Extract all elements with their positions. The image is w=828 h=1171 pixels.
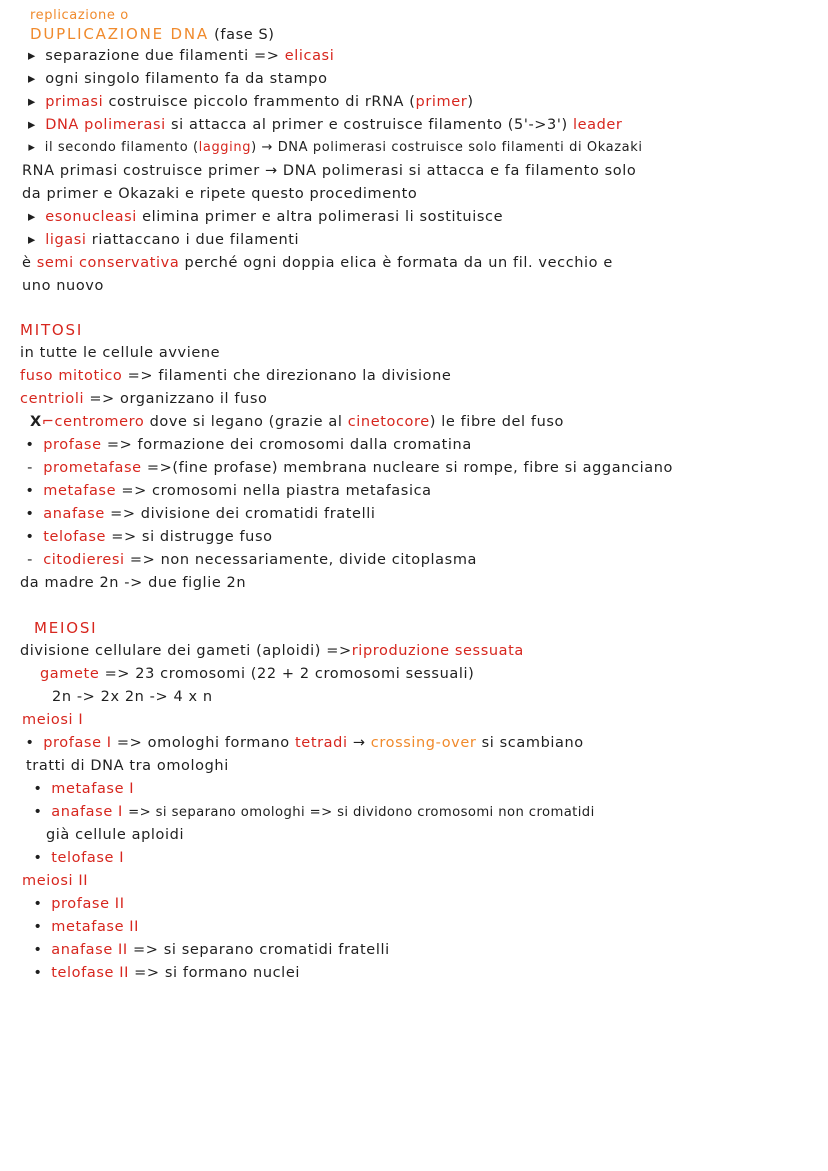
dna-title-line bbox=[30, 24, 275, 45]
text: => organizzano il fuso bbox=[89, 391, 268, 407]
meiosi-line-3: 2n -> 2x 2n -> 4 x n bbox=[52, 689, 213, 705]
text: è bbox=[22, 255, 32, 271]
dna-line-5 bbox=[24, 138, 643, 158]
dna-line-2 bbox=[24, 69, 328, 89]
meiosi-2-line-1 bbox=[30, 894, 125, 914]
mitosi-line-11: da madre 2n -> due figlie 2n bbox=[20, 575, 247, 591]
dna-line-7: da primer e Okazaki e ripete questo procedimento bbox=[22, 186, 418, 202]
text: ) → DNA polimerasi costruisce solo filamenti di Okazaki bbox=[251, 140, 643, 155]
keyword: primer bbox=[415, 94, 468, 110]
dna-line-11: uno nuovo bbox=[22, 278, 104, 294]
dot-bullet-icon: • bbox=[25, 506, 35, 522]
mitosi-line-2 bbox=[20, 366, 451, 386]
chromosome-x-icon: X bbox=[30, 414, 42, 430]
text: => formazione dei cromosomi dalla cromatina bbox=[106, 437, 472, 453]
text: => si separano cromatidi fratelli bbox=[133, 942, 390, 958]
text: elimina primer e altra polimerasi li sostituisce bbox=[142, 209, 504, 225]
dna-line-10 bbox=[22, 253, 613, 273]
text: divisione cellulare dei gameti (aploidi) => bbox=[20, 643, 352, 659]
triangle-bullet-icon: ▸ bbox=[28, 209, 36, 225]
text: =>(fine profase) membrana nucleare si rompe, fibre si agganciano bbox=[146, 460, 673, 476]
text: => cromosomi nella piastra metafasica bbox=[121, 483, 432, 499]
triangle-bullet-icon: ▸ bbox=[28, 94, 36, 110]
triangle-bullet-icon: ▸ bbox=[28, 71, 36, 87]
triangle-bullet-icon: ▸ bbox=[28, 232, 36, 248]
mitosi-line-1: in tutte le cellule avviene bbox=[20, 345, 221, 361]
keyword: ligasi bbox=[45, 232, 87, 248]
keyword: leader bbox=[572, 117, 623, 133]
meiosi-1-title: meiosi I bbox=[22, 712, 84, 728]
triangle-bullet-icon: ▸ bbox=[28, 117, 36, 133]
keyword: prometafase bbox=[43, 460, 142, 476]
keyword: profase bbox=[43, 437, 102, 453]
dna-pre-title: replicazione o bbox=[30, 8, 129, 23]
dna-title-suffix: (fase S) bbox=[214, 27, 275, 43]
keyword: elicasi bbox=[284, 48, 335, 64]
mitosi-line-3 bbox=[20, 389, 267, 409]
dot-bullet-icon: • bbox=[33, 781, 43, 797]
text: => filamenti che direzionano la divisione bbox=[127, 368, 452, 384]
meiosi-1-line-4 bbox=[30, 802, 595, 823]
dot-bullet-icon: • bbox=[33, 942, 43, 958]
text: => 23 cromosomi (22 + 2 cromosomi sessuali) bbox=[104, 666, 475, 682]
dot-bullet-icon: • bbox=[33, 919, 43, 935]
keyword: DNA polimerasi bbox=[45, 117, 166, 133]
meiosi-1-line-3 bbox=[30, 779, 134, 799]
dna-line-9 bbox=[24, 230, 299, 250]
hook-arrow-icon: ⌐ bbox=[41, 414, 55, 430]
keyword: metafase II bbox=[51, 919, 140, 935]
dot-bullet-icon: • bbox=[33, 804, 43, 820]
dash-bullet-icon: - bbox=[27, 552, 33, 568]
text: ogni singolo filamento fa da stampo bbox=[45, 71, 328, 87]
dot-bullet-icon: • bbox=[33, 896, 43, 912]
keyword: telofase bbox=[43, 529, 106, 545]
text: separazione due filamenti => bbox=[45, 48, 280, 64]
dna-line-8 bbox=[24, 207, 503, 227]
text: ) bbox=[467, 94, 474, 110]
dot-bullet-icon: • bbox=[25, 735, 35, 751]
keyword: centrioli bbox=[20, 391, 85, 407]
dot-bullet-icon: • bbox=[33, 965, 43, 981]
meiosi-1-line-5: già cellule aploidi bbox=[46, 827, 185, 843]
dot-bullet-icon: • bbox=[25, 437, 35, 453]
mitosi-line-10 bbox=[22, 550, 477, 570]
keyword: telofase II bbox=[51, 965, 129, 981]
keyword: citodieresi bbox=[43, 552, 125, 568]
text: => si formano nuclei bbox=[134, 965, 300, 981]
dna-line-6: RNA primasi costruisce primer → DNA polimerasi si attacca e fa filamento solo bbox=[22, 163, 637, 179]
meiosi-1-line-6 bbox=[30, 848, 124, 868]
text: costruisce piccolo frammento di rRNA ( bbox=[108, 94, 416, 110]
keyword: profase I bbox=[43, 735, 112, 751]
keyword: centromero bbox=[54, 414, 145, 430]
keyword: anafase I bbox=[51, 804, 123, 820]
triangle-bullet-icon: ▸ bbox=[28, 48, 36, 64]
text: => omologhi formano bbox=[116, 735, 290, 751]
keyword: gamete bbox=[40, 666, 100, 682]
keyword: anafase II bbox=[51, 942, 128, 958]
mitosi-line-6 bbox=[22, 458, 673, 478]
meiosi-2-line-2 bbox=[30, 917, 139, 937]
text: ) le fibre del fuso bbox=[429, 414, 564, 430]
dna-line-3 bbox=[24, 92, 474, 112]
dna-line-4 bbox=[24, 115, 622, 135]
text: => si distrugge fuso bbox=[111, 529, 273, 545]
meiosi-line-2 bbox=[40, 664, 474, 684]
meiosi-line-1 bbox=[20, 641, 524, 661]
text: => si separano omologhi => si dividono cromosomi non cromatidi bbox=[128, 805, 595, 820]
meiosi-title: MEIOSI bbox=[34, 619, 98, 637]
meiosi-2-line-4 bbox=[30, 963, 300, 983]
dna-line-1 bbox=[24, 46, 334, 66]
keyword: primasi bbox=[45, 94, 104, 110]
dot-bullet-icon: • bbox=[25, 529, 35, 545]
text: perché ogni doppia elica è formata da un fil. vecchio e bbox=[184, 255, 613, 271]
text: si scambiano bbox=[481, 735, 584, 751]
meiosi-2-line-3 bbox=[30, 940, 390, 960]
keyword: semi conservativa bbox=[36, 255, 180, 271]
keyword: fuso mitotico bbox=[20, 368, 123, 384]
keyword: lagging bbox=[198, 140, 252, 155]
mitosi-line-8 bbox=[22, 504, 375, 524]
dna-title: DUPLICAZIONE DNA bbox=[30, 25, 209, 43]
keyword: metafase I bbox=[51, 781, 135, 797]
mitosi-title: MITOSI bbox=[20, 321, 84, 339]
mitosi-line-5 bbox=[22, 435, 472, 455]
text: => non necessariamente, divide citoplasma bbox=[129, 552, 478, 568]
text: il secondo filamento ( bbox=[44, 140, 199, 155]
keyword: profase II bbox=[51, 896, 125, 912]
meiosi-1-line-2: tratti di DNA tra omologhi bbox=[26, 758, 229, 774]
text: dove si legano (grazie al bbox=[149, 414, 343, 430]
dot-bullet-icon: • bbox=[25, 483, 35, 499]
keyword: tetradi bbox=[295, 735, 348, 751]
keyword: anafase bbox=[43, 506, 105, 522]
arrow-icon: → bbox=[352, 735, 366, 751]
triangle-bullet-icon: ▸ bbox=[28, 140, 36, 155]
dash-bullet-icon: - bbox=[27, 460, 33, 476]
keyword: cinetocore bbox=[347, 414, 430, 430]
mitosi-line-9 bbox=[22, 527, 273, 547]
keyword: metafase bbox=[43, 483, 117, 499]
keyword: riproduzione sessuata bbox=[351, 643, 524, 659]
keyword: telofase I bbox=[51, 850, 125, 866]
keyword: esonucleasi bbox=[45, 209, 137, 225]
mitosi-line-4 bbox=[30, 412, 564, 432]
text: => divisione dei cromatidi fratelli bbox=[110, 506, 376, 522]
mitosi-line-7 bbox=[22, 481, 432, 501]
keyword: crossing-over bbox=[370, 735, 477, 751]
text: si attacca al primer e costruisce filamento (5'->3') bbox=[171, 117, 568, 133]
dot-bullet-icon: • bbox=[33, 850, 43, 866]
meiosi-2-title: meiosi II bbox=[22, 873, 89, 889]
text: riattaccano i due filamenti bbox=[91, 232, 300, 248]
meiosi-1-line-1 bbox=[22, 733, 584, 753]
